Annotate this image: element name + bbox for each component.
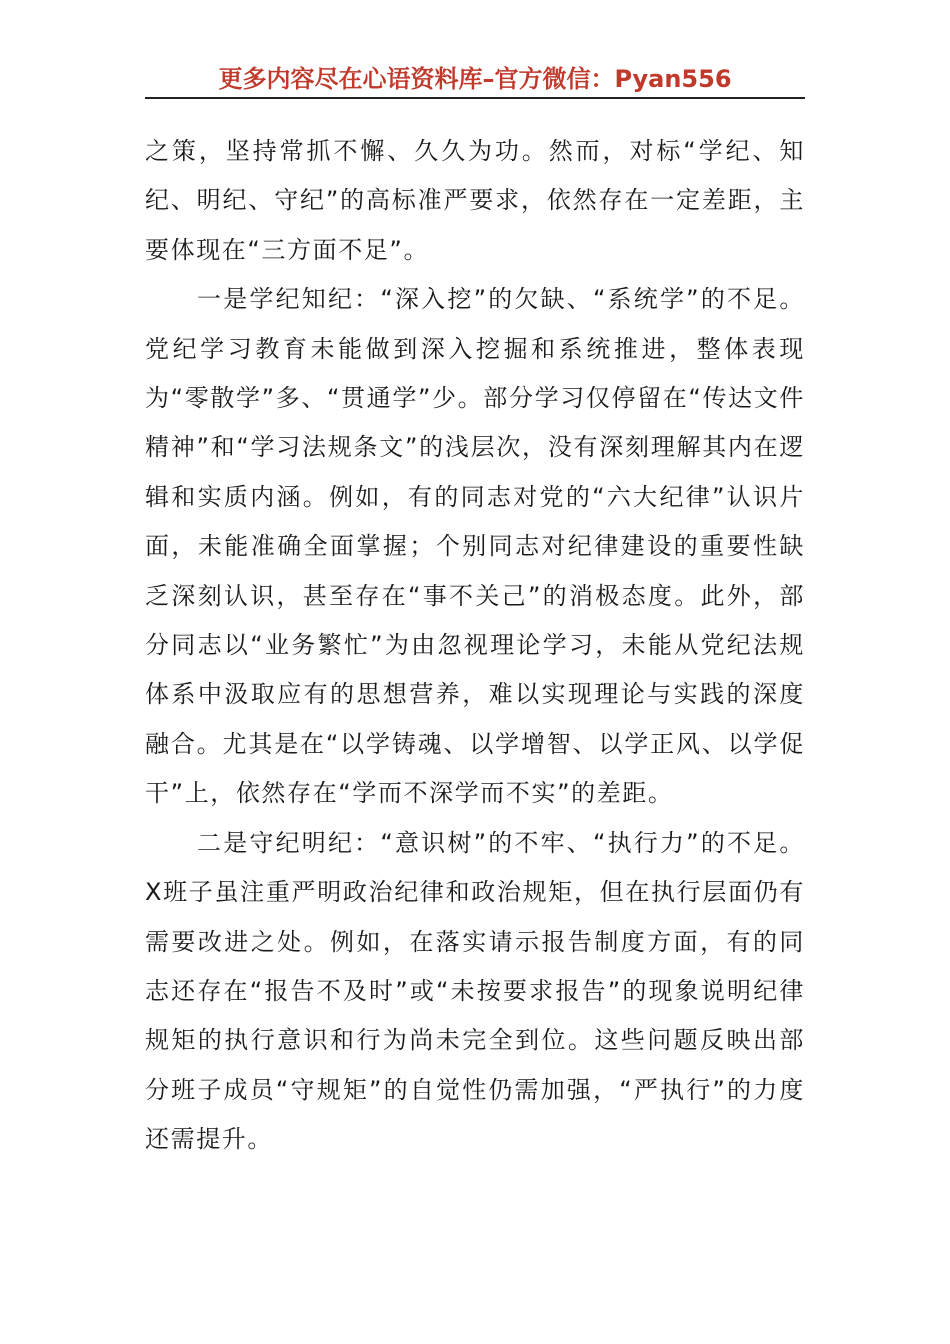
header-divider [145, 97, 805, 99]
document-body [145, 127, 805, 1165]
paragraph-continuation: 之策，坚持常抓不懈、久久为功。然而，对标“学纪、知纪、明纪、守纪”的高标准严要求，依然存在一定差距，主要体现在“三方面不足”。 [145, 137, 805, 264]
paragraph-point-one: 一是学纪知纪：“深入挖”的欠缺、“系统学”的不足。党纪学习教育未能做到深入挖掘和系统推进，整体表现为“零散学”多、“贯通学”少。部分学习仅停留在“传达文件精神”和“学习法规条文”的浅层次，没有深刻理解其内在逻辑和实质内涵。例如，有的同志对党的“六大纪律”认识片面，未能准确全面掌握；个别同志对纪律建设的重要性缺乏深刻认识，甚至存在“事不关己”的消极态度。此外，部分同志以“业务繁忙”为由忽视理论学习，未能从党纪法规体系中汲取应有的思想营养，难以实现理论与实践的深度融合。尤其是在“以学铸魂、以学增智、以学正风、以学促干”上，依然存在“学而不深学而不实”的差距。 [145, 285, 805, 808]
page-header: 更多内容尽在心语资料库–官方微信：Pyan556 [218, 65, 732, 93]
paragraph-point-two: 二是守纪明纪：“意识树”的不牢、“执行力”的不足。X班子虽注重严明政治纪律和政治规矩，但在执行层面仍有需要改进之处。例如，在落实请示报告制度方面，有的同志还存在“报告不及时”或“未按要求报告”的现象说明纪律规矩的执行意识和行为尚未完全到位。这些问题反映出部分班子成员“守规矩”的自觉性仍需加强，“严执行”的力度还需提升。 [145, 828, 805, 1154]
